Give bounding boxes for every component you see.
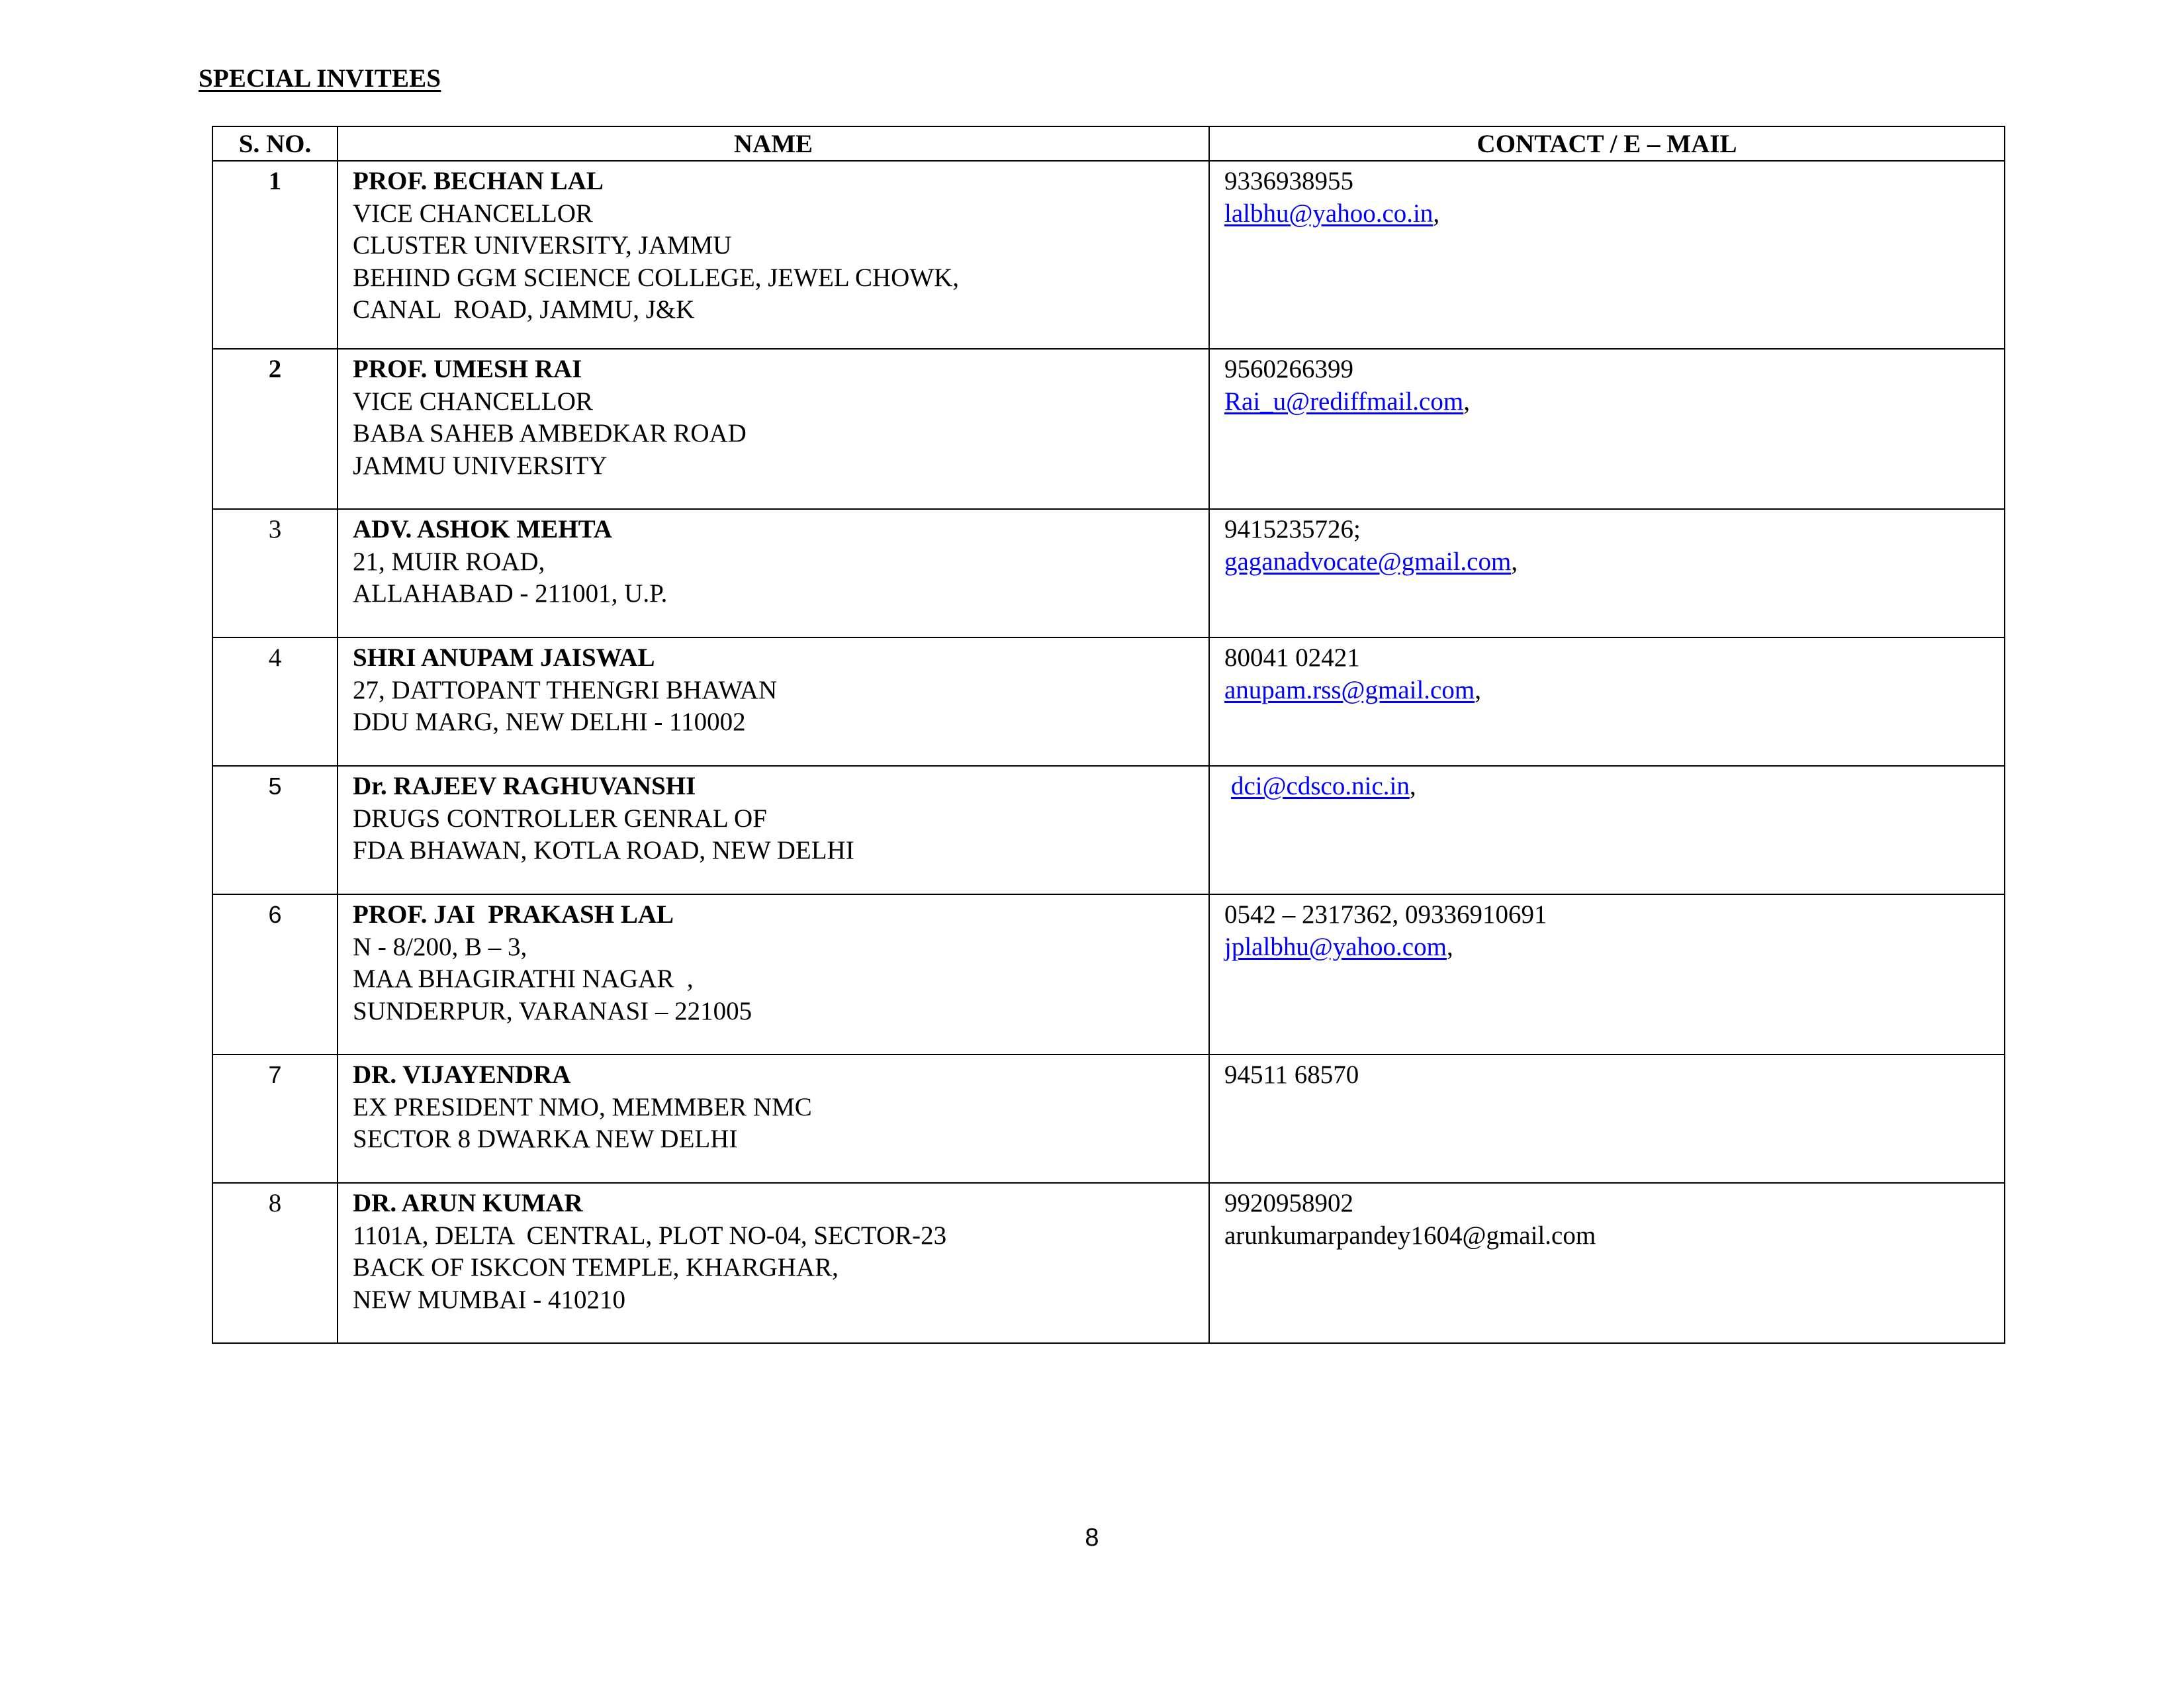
page-title: SPECIAL INVITEES (199, 64, 441, 93)
contact-cell (1209, 637, 2005, 766)
address-line: FDA BHAWAN, KOTLA ROAD, NEW DELHI (353, 836, 854, 865)
contact-cell (1209, 1183, 2005, 1343)
name-cell (338, 509, 1209, 637)
person-name: PROF. JAI PRAKASH LAL (353, 900, 674, 929)
email-separator: , (1511, 547, 1518, 576)
address-line: 1101A, DELTA CENTRAL, PLOT NO-04, SECTOR-23 (353, 1221, 947, 1250)
email-separator: , (1475, 675, 1481, 704)
address-line: SUNDERPUR, VARANASI – 221005 (353, 996, 752, 1025)
person-name: DR. ARUN KUMAR (353, 1189, 583, 1217)
address-line: MAA BHAGIRATHI NAGAR , (353, 964, 694, 993)
person-name: PROF. BECHAN LAL (353, 167, 604, 195)
phone-number: 80041 02421 (1224, 643, 1360, 672)
name-cell (338, 1055, 1209, 1183)
table-row (212, 637, 2005, 766)
phone-number: 0542 – 2317362, 09336910691 (1224, 900, 1547, 929)
email-link[interactable]: Rai_u@rediffmail.com (1224, 387, 1464, 416)
column-header-sno: S. NO. (212, 126, 338, 161)
address-line: CANAL ROAD, JAMMU, J&K (353, 295, 695, 324)
address-line: DRUGS CONTROLLER GENRAL OF (353, 804, 767, 833)
email-link[interactable]: jplalbhu@yahoo.com (1224, 932, 1447, 961)
table-row (212, 161, 2005, 349)
address-line: 27, DATTOPANT THENGRI BHAWAN (353, 675, 778, 704)
serial-number: 2 (212, 349, 338, 509)
person-name: ADV. ASHOK MEHTA (353, 515, 612, 543)
address-line: BACK OF ISKCON TEMPLE, KHARGHAR, (353, 1253, 839, 1282)
contact-cell (1209, 1055, 2005, 1183)
address-line: 21, MUIR ROAD, (353, 547, 545, 576)
table-row (212, 509, 2005, 637)
contact-cell (1209, 161, 2005, 349)
email-separator: , (1463, 387, 1470, 416)
serial-number: 6 (212, 894, 338, 1055)
phone-number: 9560266399 (1224, 355, 1353, 383)
name-cell (338, 766, 1209, 894)
table-row (212, 894, 2005, 1055)
contact-cell (1209, 509, 2005, 637)
person-name: Dr. RAJEEV RAGHUVANSHI (353, 772, 696, 800)
phone-number: 9336938955 (1224, 167, 1353, 195)
email-link[interactable]: lalbhu@yahoo.co.in (1224, 199, 1433, 228)
table-header-row (212, 126, 2005, 161)
serial-number: 8 (212, 1183, 338, 1343)
email-link[interactable]: anupam.rss@gmail.com (1224, 675, 1475, 704)
address-line: ALLAHABAD - 211001, U.P. (353, 579, 668, 608)
email-separator: , (1433, 199, 1440, 228)
email-link[interactable]: gaganadvocate@gmail.com (1224, 547, 1512, 576)
serial-number: 5 (212, 766, 338, 894)
address-line: DDU MARG, NEW DELHI - 110002 (353, 708, 746, 736)
page-number: 8 (1085, 1524, 1099, 1552)
address-line: JAMMU UNIVERSITY (353, 451, 608, 480)
phone-number: 9920958902 (1224, 1189, 1353, 1217)
serial-number: 1 (212, 161, 338, 349)
table-row (212, 1055, 2005, 1183)
address-line: BABA SAHEB AMBEDKAR ROAD (353, 419, 747, 447)
address-line: EX PRESIDENT NMO, MEMMBER NMC (353, 1092, 812, 1121)
name-cell (338, 894, 1209, 1055)
address-line: BEHIND GGM SCIENCE COLLEGE, JEWEL CHOWK, (353, 263, 960, 292)
address-line: N - 8/200, B – 3, (353, 932, 527, 961)
serial-number: 3 (212, 509, 338, 637)
column-header-name: NAME (338, 126, 1209, 161)
table-row (212, 1183, 2005, 1343)
table-row (212, 766, 2005, 894)
contact-cell (1209, 894, 2005, 1055)
name-cell (338, 637, 1209, 766)
serial-number: 4 (212, 637, 338, 766)
name-cell (338, 349, 1209, 509)
column-header-contact: CONTACT / E – MAIL (1209, 126, 2005, 161)
email-address: arunkumarpandey1604@gmail.com (1224, 1221, 1596, 1250)
person-name: DR. VIJAYENDRA (353, 1060, 571, 1089)
table-row (212, 349, 2005, 509)
address-line: VICE CHANCELLOR (353, 199, 593, 228)
address-line: CLUSTER UNIVERSITY, JAMMU (353, 231, 732, 259)
invitees-table (212, 126, 2005, 1344)
name-cell (338, 1183, 1209, 1343)
email-link[interactable]: dci@cdsco.nic.in (1231, 772, 1410, 800)
contact-cell (1209, 766, 2005, 894)
address-line: VICE CHANCELLOR (353, 387, 593, 416)
name-cell (338, 161, 1209, 349)
person-name: SHRI ANUPAM JAISWAL (353, 643, 655, 672)
contact-cell (1209, 349, 2005, 509)
email-separator: , (1446, 932, 1453, 961)
phone-number: 9415235726; (1224, 515, 1361, 543)
email-separator: , (1409, 772, 1416, 800)
person-name: PROF. UMESH RAI (353, 355, 582, 383)
phone-number: 94511 68570 (1224, 1060, 1359, 1089)
address-line: NEW MUMBAI - 410210 (353, 1285, 626, 1314)
address-line: SECTOR 8 DWARKA NEW DELHI (353, 1125, 738, 1153)
serial-number: 7 (212, 1055, 338, 1183)
